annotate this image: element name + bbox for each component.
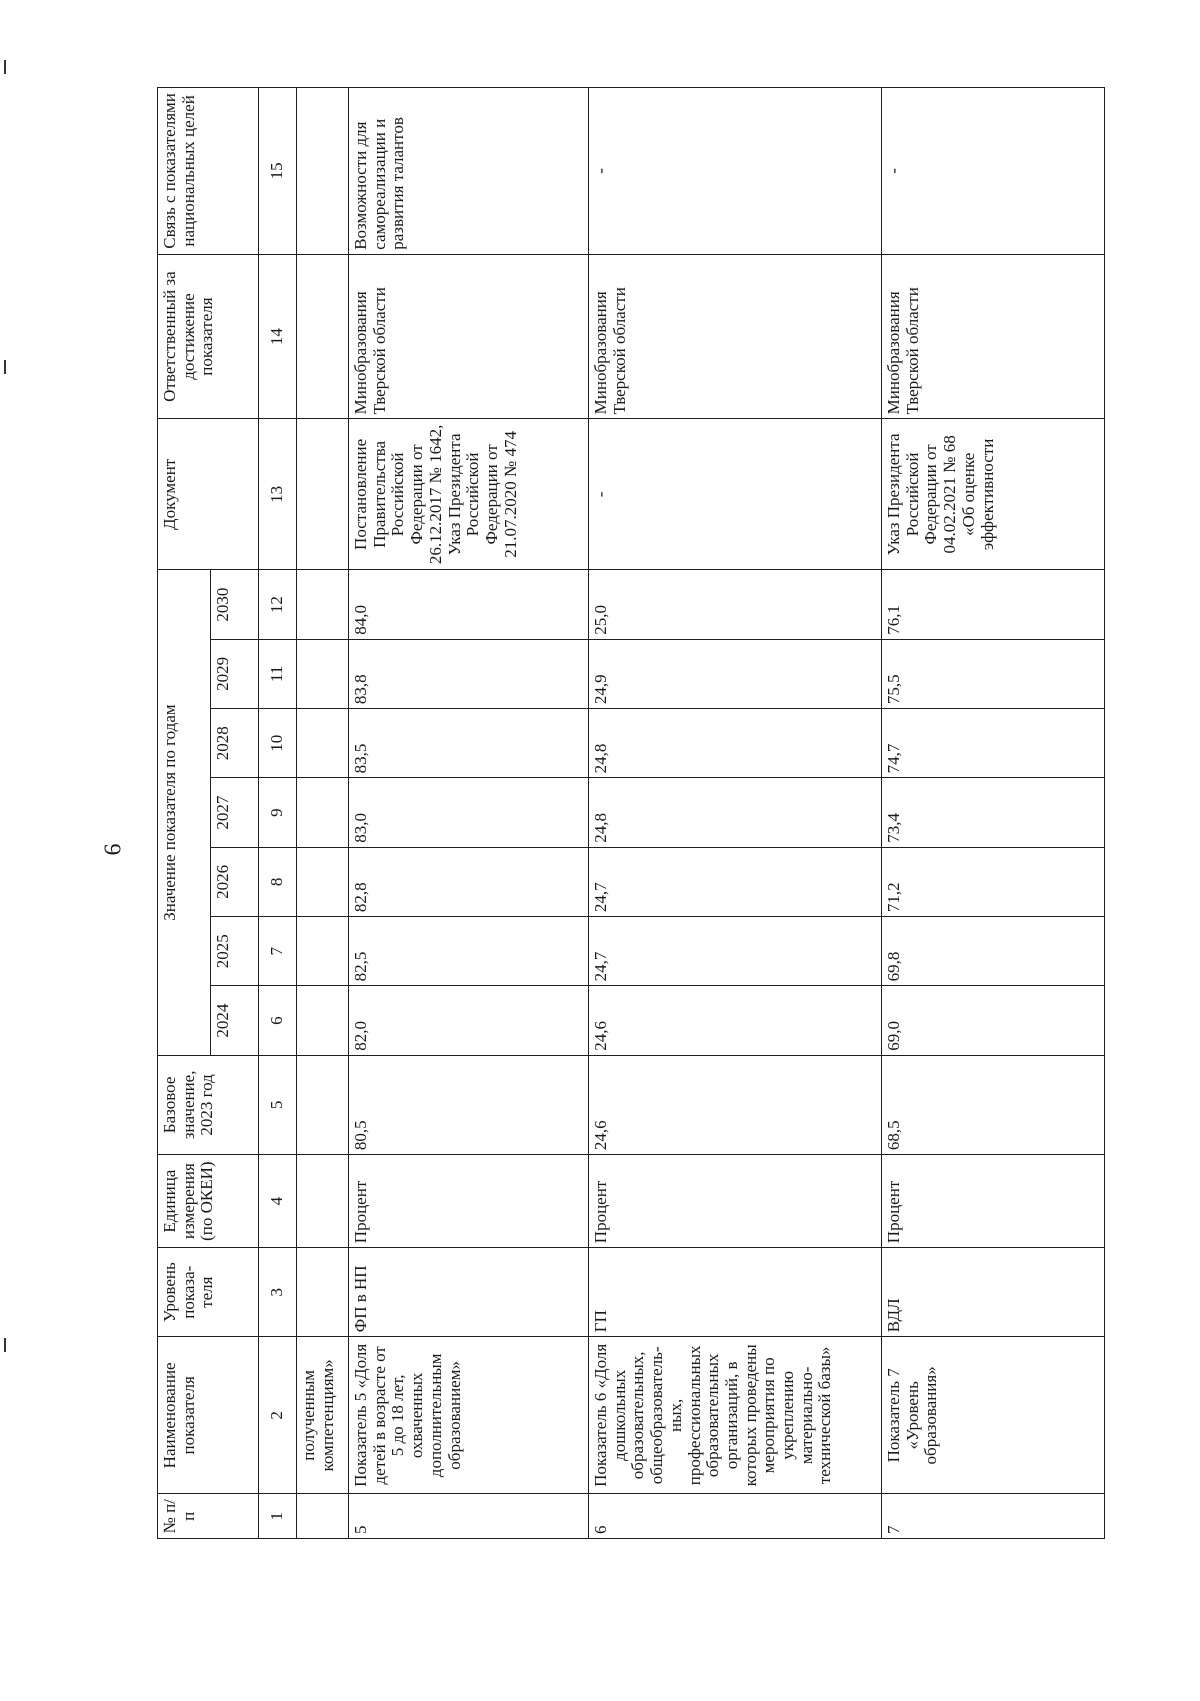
column-numbers-row <box>259 88 297 1539</box>
row-value <box>297 778 349 847</box>
header-year: 2025 <box>211 917 259 986</box>
row-value <box>297 986 349 1055</box>
indicators-table <box>157 87 1105 1539</box>
column-number: 5 <box>259 1055 297 1154</box>
row-unit: Процент <box>349 1155 589 1248</box>
column-number: 15 <box>259 88 297 255</box>
row-value: 73,4 <box>882 778 1105 847</box>
page-number: 6 <box>100 843 127 856</box>
column-number: 12 <box>259 570 297 639</box>
row-document <box>297 419 349 570</box>
row-unit: Процент <box>882 1155 1105 1248</box>
row-value: 25,0 <box>589 570 882 639</box>
header-document: Документ <box>158 419 259 570</box>
header-base: Базовое значение, 2023 год <box>158 1055 259 1154</box>
column-number: 7 <box>259 917 297 986</box>
scan-margin-mark <box>4 360 6 374</box>
column-number: 8 <box>259 847 297 916</box>
scan-margin-mark <box>4 1338 6 1352</box>
header-year: 2024 <box>211 986 259 1055</box>
scan-margin-mark <box>4 60 6 74</box>
row-name: Показатель 7 «Уровень образования» <box>882 1337 1105 1494</box>
row-value: 24,8 <box>589 709 882 778</box>
row-unit <box>297 1155 349 1248</box>
row-value <box>297 917 349 986</box>
row-responsible: Минобразования Тверской области <box>589 254 882 419</box>
row-name: Показатель 6 «Доля дошкольных образовательных, общеобразователь-ных, профессиональных образовательных организаций, в которых проведены мероприятия по укреплению материально-технической базы» <box>589 1337 882 1494</box>
row-level: ВДЛ <box>882 1248 1105 1337</box>
row-value <box>297 570 349 639</box>
row-value: 75,5 <box>882 639 1105 708</box>
row-level: ФП в НП <box>349 1248 589 1337</box>
header-year: 2029 <box>211 639 259 708</box>
row-value: 84,0 <box>349 570 589 639</box>
row-value <box>297 847 349 916</box>
column-number: 2 <box>259 1337 297 1494</box>
row-document: - <box>589 419 882 570</box>
row-link: - <box>589 88 882 255</box>
header-row <box>158 88 211 1539</box>
row-value: 24,7 <box>589 917 882 986</box>
row-num: 7 <box>882 1494 1105 1539</box>
header-values-group: Значение показателя по годам <box>158 570 211 1055</box>
row-value: 24,8 <box>589 778 882 847</box>
row-base: 80,5 <box>349 1055 589 1154</box>
table-row <box>589 88 882 1539</box>
row-value: 24,9 <box>589 639 882 708</box>
table-row <box>882 88 1105 1539</box>
row-value: 83,5 <box>349 709 589 778</box>
row-document: Постановление Правительства Российской Федерации от 26.12.2017 № 1642, Указ Президента Российской Федерации от 21.07.2020 № 474 <box>349 419 589 570</box>
row-value: 82,0 <box>349 986 589 1055</box>
header-year: 2027 <box>211 778 259 847</box>
row-base: 68,5 <box>882 1055 1105 1154</box>
header-year: 2030 <box>211 570 259 639</box>
header-year: 2028 <box>211 709 259 778</box>
header-num: № п/п <box>158 1494 259 1539</box>
header-responsible: Ответственный за достижение показателя <box>158 254 259 419</box>
column-number: 10 <box>259 709 297 778</box>
row-responsible: Минобразования Тверской области <box>882 254 1105 419</box>
column-number: 6 <box>259 986 297 1055</box>
header-year: 2026 <box>211 847 259 916</box>
column-number: 13 <box>259 419 297 570</box>
row-base <box>297 1055 349 1154</box>
column-number: 9 <box>259 778 297 847</box>
row-link: Возможности для самореализации и развития талантов <box>349 88 589 255</box>
row-value: 74,7 <box>882 709 1105 778</box>
row-value: 71,2 <box>882 847 1105 916</box>
row-document: Указ Президента Российской Федерации от 04.02.2021 № 68 «Об оценке эффективности <box>882 419 1105 570</box>
column-number: 14 <box>259 254 297 419</box>
row-value: 83,0 <box>349 778 589 847</box>
row-value: 24,7 <box>589 847 882 916</box>
row-unit: Процент <box>589 1155 882 1248</box>
row-value: 69,0 <box>882 986 1105 1055</box>
header-name: Наименование показателя <box>158 1337 259 1494</box>
row-value <box>297 639 349 708</box>
row-base: 24,6 <box>589 1055 882 1154</box>
row-responsible: Минобразования Тверской области <box>349 254 589 419</box>
row-num: 6 <box>589 1494 882 1539</box>
row-link: - <box>882 88 1105 255</box>
indicators-table-rotated <box>157 87 1105 1539</box>
row-link <box>297 88 349 255</box>
column-number: 4 <box>259 1155 297 1248</box>
row-level <box>297 1248 349 1337</box>
column-number: 1 <box>259 1494 297 1539</box>
row-value: 83,8 <box>349 639 589 708</box>
table-row <box>297 88 349 1539</box>
header-level: Уровень показа-теля <box>158 1248 259 1337</box>
column-number: 11 <box>259 639 297 708</box>
row-value: 82,5 <box>349 917 589 986</box>
row-value <box>297 709 349 778</box>
row-value: 24,6 <box>589 986 882 1055</box>
row-responsible <box>297 254 349 419</box>
header-unit: Единица измерения (по ОКЕИ) <box>158 1155 259 1248</box>
header-link: Связь с показателями национальных целей <box>158 88 259 255</box>
row-name: Показатель 5 «Доля детей в возрасте от 5 до 18 лет, охваченных дополнительным образованием» <box>349 1337 589 1494</box>
row-value: 76,1 <box>882 570 1105 639</box>
row-name: полученным компетенциям» <box>297 1337 349 1494</box>
table-row <box>349 88 589 1539</box>
row-value: 69,8 <box>882 917 1105 986</box>
row-num <box>297 1494 349 1539</box>
row-num: 5 <box>349 1494 589 1539</box>
row-level: ГП <box>589 1248 882 1337</box>
row-value: 82,8 <box>349 847 589 916</box>
column-number: 3 <box>259 1248 297 1337</box>
